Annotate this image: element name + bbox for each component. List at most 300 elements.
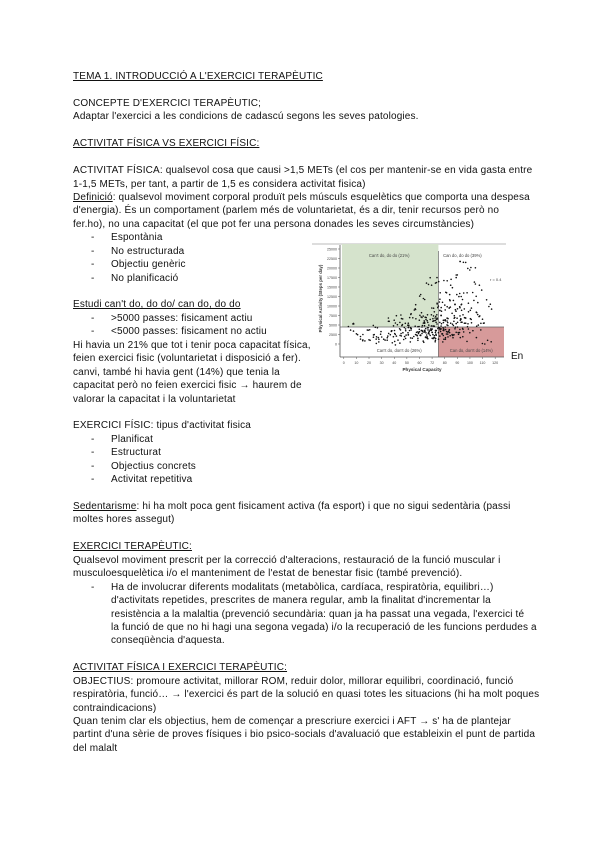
data-point (352, 323, 354, 325)
data-point (418, 333, 420, 335)
x-tick-label: 20 (367, 361, 372, 365)
data-point (439, 301, 441, 303)
data-point (430, 328, 432, 330)
data-point (362, 339, 364, 341)
data-point (465, 262, 467, 264)
data-point (357, 334, 359, 336)
data-point (413, 336, 415, 338)
list-item: - Activitat repetitiva (73, 473, 543, 486)
data-point (468, 311, 470, 313)
data-point (486, 299, 488, 301)
data-point (438, 327, 440, 329)
data-point (368, 339, 370, 341)
data-point (424, 299, 426, 301)
data-point (426, 282, 428, 284)
y-tick-label: 7500 (329, 314, 337, 318)
data-point (394, 333, 396, 335)
x-tick-label: 80 (442, 361, 447, 365)
data-point (487, 340, 489, 342)
data-point (456, 317, 458, 319)
data-point (422, 325, 424, 327)
data-point (469, 269, 471, 271)
x-axis-label: Physical Capacity (402, 367, 442, 372)
y-tick-label: 22500 (327, 257, 337, 261)
data-point (390, 334, 392, 336)
data-point (445, 292, 447, 294)
y-tick-label: 15000 (327, 285, 337, 290)
data-point (425, 328, 427, 330)
data-point (439, 292, 441, 294)
paragraph-line: moltes hores assegut) (73, 514, 175, 526)
data-point (445, 337, 447, 339)
data-point (415, 309, 417, 311)
data-point (445, 329, 447, 331)
data-point (397, 339, 399, 341)
data-point (436, 302, 438, 304)
data-point (424, 330, 426, 332)
data-point (423, 342, 425, 344)
data-point (490, 303, 492, 305)
data-point (434, 341, 436, 343)
data-point (441, 323, 443, 325)
data-point (433, 320, 435, 322)
x-tick-label: 72 (430, 361, 435, 365)
data-point (461, 310, 463, 312)
paragraph-line: Quan tenim clar els objectius, hem de començar a prescriure exercici i AFT → s' ha de plantejar (73, 716, 511, 727)
data-point (393, 319, 395, 321)
data-point (457, 326, 459, 328)
data-point (380, 333, 382, 335)
data-point (460, 296, 462, 298)
data-point (467, 326, 469, 328)
y-tick-label: 0 (335, 342, 337, 347)
data-point (440, 307, 442, 309)
estudi-heading: Estudi can't do, do do/ can do, do do (73, 299, 241, 311)
data-point (471, 307, 473, 309)
data-point (440, 315, 442, 317)
data-point (440, 331, 442, 333)
list-item: - Estructurat (73, 446, 543, 459)
data-point (449, 294, 451, 296)
data-point (400, 314, 402, 316)
data-point (446, 306, 448, 308)
data-point (462, 336, 464, 338)
data-point (462, 314, 464, 316)
data-point (454, 315, 456, 317)
data-point (373, 334, 375, 336)
y-tick-label: 5000 (329, 323, 337, 328)
data-point (428, 324, 430, 326)
data-point (423, 320, 425, 322)
data-point (457, 274, 459, 276)
data-point (467, 268, 469, 270)
data-point (431, 325, 433, 327)
data-point (455, 326, 457, 328)
data-point (431, 284, 433, 286)
data-point (419, 335, 421, 337)
data-point (443, 280, 445, 282)
y-tick-label: 10000 (327, 304, 337, 309)
data-point (369, 329, 371, 331)
data-point (438, 305, 440, 307)
data-point (449, 332, 451, 334)
paragraph-line: musculoesquelètica i/o el manteniment de l'estat de benestar fisic (també prevenció). (73, 568, 463, 580)
section-heading: ACTIVITAT FÍSICA I EXERCICI TERAPÈUTIC: (73, 662, 288, 674)
paragraph-line: del malalt (73, 742, 118, 754)
data-point (387, 335, 389, 337)
paragraph-line: ACTIVITAT FÍSICA: qualsevol cosa que causi >1,5 METs (el cos per mantenir-se en vida gasta entre (73, 165, 533, 177)
data-point (460, 318, 462, 320)
data-point (434, 317, 436, 319)
data-point (488, 306, 490, 308)
data-point (425, 332, 427, 334)
data-point (481, 289, 483, 291)
data-point (429, 335, 431, 337)
data-point (408, 324, 410, 326)
data-point (484, 343, 486, 345)
data-point (394, 330, 396, 332)
data-point (376, 336, 378, 338)
data-point (478, 324, 480, 326)
section-heading: ACTIVITAT FÍSICA VS EXERCICI FÍSIC: (73, 138, 260, 150)
data-point (468, 302, 470, 304)
data-point (476, 337, 478, 339)
data-point (456, 294, 458, 296)
data-point (474, 281, 476, 283)
data-point (446, 317, 448, 319)
data-point (407, 332, 409, 334)
data-point (455, 309, 457, 311)
data-point (443, 330, 445, 332)
data-point (422, 315, 424, 317)
data-point (388, 321, 390, 323)
data-point (378, 337, 380, 339)
list-item: - <5000 passes: fisicament no actiu (73, 325, 543, 338)
data-point (444, 309, 446, 311)
data-point (394, 341, 396, 343)
data-point (436, 330, 438, 332)
data-point (450, 306, 452, 308)
data-point (432, 338, 434, 340)
data-point (435, 340, 437, 342)
data-point (438, 338, 440, 340)
data-point (421, 326, 423, 328)
list-item: - Objectius concrets (73, 460, 543, 473)
data-point (443, 338, 445, 340)
data-point (420, 294, 422, 296)
data-point (412, 317, 414, 319)
data-point (443, 322, 445, 324)
data-point (380, 331, 382, 333)
data-point (436, 323, 438, 325)
data-point (434, 311, 436, 313)
data-point (426, 320, 428, 322)
data-point (463, 292, 465, 294)
data-point (451, 313, 453, 315)
document-page (73, 70, 543, 755)
data-point (376, 343, 378, 345)
paragraph-line: feien exercici fisic (voluntarietat i disposició a fer). (73, 353, 301, 365)
data-point (460, 337, 462, 339)
paragraph-line: OBJECTIUS: promoure activitat, millorar ROM, reduir dolor, millorar equilibri, coordinació, funció (73, 675, 514, 687)
scatter-chart (312, 243, 508, 375)
data-point (463, 262, 465, 264)
data-point (408, 322, 410, 324)
data-point (462, 299, 464, 301)
data-point (459, 293, 461, 295)
data-point (453, 321, 455, 323)
data-point (452, 287, 454, 289)
data-point (400, 333, 402, 335)
data-point (479, 284, 481, 286)
data-point (424, 322, 426, 324)
data-point (453, 300, 455, 302)
data-point (477, 314, 479, 316)
data-point (447, 322, 449, 324)
data-point (350, 329, 352, 331)
data-point (464, 308, 466, 310)
data-point (399, 322, 401, 324)
data-point (408, 327, 410, 329)
paragraph-line: canvi, també hi havia gent (14%) que tenia la (73, 366, 280, 378)
data-point (455, 323, 457, 325)
data-point (450, 284, 452, 286)
data-point (453, 325, 455, 327)
data-point (431, 307, 433, 309)
exercici-fisic-line: EXERCICI FÍSIC: tipus d'activitat fisica (73, 420, 251, 432)
data-point (386, 339, 388, 341)
data-point (427, 327, 429, 329)
paragraph-line: d'energia). És un comportament (parlem més de voluntarietat, és a dir, tenir recursos però no (73, 205, 500, 217)
data-point (432, 334, 434, 336)
data-point (464, 322, 466, 324)
data-point (403, 339, 405, 341)
y-tick-label: 12500 (327, 295, 337, 299)
data-point (436, 314, 438, 316)
data-point (419, 329, 421, 331)
list-item: - Objectiu genèric (73, 258, 543, 271)
data-point (419, 315, 421, 317)
data-point (410, 341, 412, 343)
data-point (393, 336, 395, 338)
data-point (421, 330, 423, 332)
data-point (388, 317, 390, 319)
data-point (402, 324, 404, 326)
data-point (427, 322, 429, 324)
data-point (377, 327, 379, 329)
data-point (437, 307, 439, 309)
data-point (450, 322, 452, 324)
data-point (427, 314, 429, 316)
data-point (405, 334, 407, 336)
scatter-figure (312, 243, 508, 375)
paragraph-word: En (511, 351, 524, 362)
paragraph-line: partint d'una sèrie de proves físiques i bio psico-socials d'avaluació que estableixin el punt de partida (73, 729, 536, 741)
document-title: TEMA 1. INTRODUCCIÓ A L'EXERCICI TERAPÈUTIC (73, 71, 323, 82)
list-item: - >5000 passes: fisicament actiu (73, 312, 543, 325)
data-point (457, 322, 459, 324)
data-point (465, 317, 467, 319)
concepte-heading: CONCEPTE D'EXERCICI TERAPÈUTIC; (73, 97, 262, 109)
data-point (360, 336, 362, 338)
list-item-line: la funció de que no hi hagi una segona vegada) i/o la recuperació de les funcions perdudes a (111, 621, 537, 633)
x-tick-label: 110 (479, 361, 486, 365)
data-point (404, 327, 406, 329)
data-point (362, 334, 364, 336)
data-point (452, 335, 454, 337)
quadrant-label: Can do, do do (39%) (443, 253, 482, 258)
data-point (445, 339, 447, 341)
data-point (409, 330, 411, 332)
data-point (482, 318, 484, 320)
data-point (446, 320, 448, 322)
data-point (458, 296, 460, 298)
paragraph-line: Hi havia un 21% que tot i tenir poca capacitat física, (73, 339, 311, 351)
data-point (439, 310, 441, 312)
data-point (401, 335, 403, 337)
data-point (442, 341, 444, 343)
data-point (476, 325, 478, 327)
data-point (477, 302, 479, 304)
quadrant-label: Can't do, do do (21%) (368, 253, 410, 258)
data-point (375, 338, 377, 340)
data-point (424, 316, 426, 318)
paragraph-line: : hi ha molt poca gent fisicament activa (fa esport) i que no sigui sedentària (passi (136, 501, 511, 512)
data-point (425, 336, 427, 338)
data-point (427, 337, 429, 339)
data-point (400, 329, 402, 331)
data-point (373, 336, 375, 338)
data-point (410, 314, 412, 316)
paragraph-line: fer.ho), no una capacitat (el que pot fer una persona donades les seves circumstàncies) (73, 218, 475, 230)
data-point (473, 300, 475, 302)
data-point (419, 319, 421, 321)
correlation-annotation: r = 0.4 (490, 277, 502, 282)
data-point (454, 304, 456, 306)
data-point (441, 333, 443, 335)
paragraph-line: : qualsevol moviment corporal produït pels músculs esquelètics que comporta una despesa (112, 191, 530, 203)
data-point (470, 319, 472, 321)
data-point (439, 298, 441, 300)
data-point (482, 343, 484, 345)
paragraph-line: respiratòria, funció… → l'exercici és part de la solució en quasi totes les situacions (hi ha molt poques (73, 689, 540, 701)
data-point (441, 310, 443, 312)
list-item-line: d'activitats repetides, prescrites de manera regular, amb la finalitat d'incrementar la (111, 595, 491, 607)
data-point (439, 328, 441, 330)
data-point (460, 304, 462, 306)
list-item: - No planificació (73, 272, 543, 285)
y-tick-label: 25000 (327, 247, 337, 252)
list-item: - Espontània (73, 231, 543, 244)
data-point (455, 310, 457, 312)
x-tick-label: 0 (342, 361, 345, 365)
data-point (432, 318, 434, 320)
data-point (384, 339, 386, 341)
data-point (392, 342, 394, 344)
data-point (397, 324, 399, 326)
data-point (411, 328, 413, 330)
data-point (383, 338, 385, 340)
data-point (470, 267, 472, 269)
data-point (459, 315, 461, 317)
data-point (391, 330, 393, 332)
data-point (468, 328, 470, 330)
data-point (435, 334, 437, 336)
data-point (443, 328, 445, 330)
data-point (472, 292, 474, 294)
quadrant-label: Can't do, don't do (26%) (376, 348, 422, 353)
data-point (436, 277, 438, 279)
data-point (435, 320, 437, 322)
data-point (387, 337, 389, 339)
data-point (423, 298, 425, 300)
data-point (435, 316, 437, 318)
data-point (438, 332, 440, 334)
y-axis-label: Physical Activity (Steps per day) (318, 264, 323, 333)
data-point (454, 328, 456, 330)
data-point (353, 330, 355, 332)
data-point (405, 338, 407, 340)
data-point (429, 277, 431, 279)
list-item: - No estructurada (73, 245, 543, 258)
paragraph-line: contraindicacions) (73, 702, 157, 714)
data-point (405, 330, 407, 332)
data-point (375, 327, 377, 329)
data-point (425, 319, 427, 321)
data-point (405, 328, 407, 330)
data-point (440, 325, 442, 327)
y-tick-label: 17500 (327, 276, 337, 280)
data-point (417, 331, 419, 333)
data-point (348, 326, 350, 328)
data-point (396, 315, 398, 317)
data-point (419, 331, 421, 333)
data-point (412, 337, 414, 339)
data-point (433, 315, 435, 317)
x-tick-label: 60 (417, 361, 422, 365)
data-point (364, 340, 366, 342)
data-point (415, 318, 417, 320)
y-tick-label: 20000 (327, 266, 337, 271)
data-point (405, 323, 407, 325)
sedentarisme-label: Sedentarisme (73, 501, 137, 512)
data-point (439, 322, 441, 324)
data-point (435, 332, 437, 334)
data-point (433, 307, 435, 309)
data-point (445, 319, 447, 321)
data-point (421, 333, 423, 335)
data-point (419, 295, 421, 297)
data-point (466, 292, 468, 294)
data-point (431, 332, 433, 334)
paragraph-line: Qualsevol moviment prescrit per la correcció d'alteracions, restauració de la funció muscular i (73, 554, 501, 566)
data-point (449, 335, 451, 337)
data-point (422, 331, 424, 333)
data-point (429, 331, 431, 333)
data-point (442, 302, 444, 304)
data-point (360, 338, 362, 340)
data-point (434, 335, 436, 337)
data-point (417, 335, 419, 337)
data-point (453, 334, 455, 336)
data-point (460, 321, 462, 323)
data-point (429, 319, 431, 321)
quadrant-label: Can do, don't do (14%) (449, 348, 493, 353)
data-point (436, 317, 438, 319)
data-point (459, 306, 461, 308)
data-point (444, 304, 446, 306)
data-point (367, 329, 369, 331)
